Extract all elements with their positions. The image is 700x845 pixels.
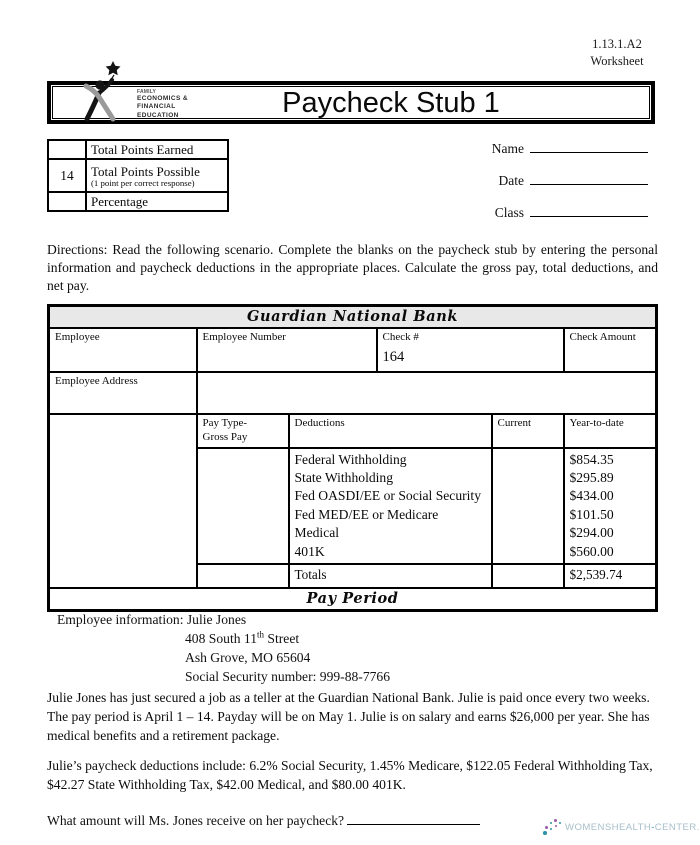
totals-label-cell: Totals xyxy=(289,564,492,588)
employee-cell: Employee xyxy=(49,328,197,372)
check-number-label: Check # xyxy=(382,331,419,343)
employee-city: Ash Grove, MO 65604 xyxy=(185,650,311,665)
employee-address-blank xyxy=(197,372,657,414)
points-possible-text: Total Points Possible xyxy=(91,163,200,179)
check-number-value: 164 xyxy=(382,348,405,365)
employee-address-row xyxy=(49,372,657,414)
pay-type-line-1: Pay Type- xyxy=(202,417,248,429)
class-label: Class xyxy=(494,205,524,220)
check-number-cell xyxy=(377,328,564,372)
deduction-name: Fed MED/EE or Medicare xyxy=(294,506,439,522)
points-possible-subtext: (1 point per correct response) xyxy=(91,177,195,188)
totals-amount-cell: $2,539.74 xyxy=(564,564,657,588)
employee-address-cell: Employee Address xyxy=(49,372,197,414)
title-bar xyxy=(47,81,655,124)
points-possible-label xyxy=(86,159,228,192)
logo-word-family: FAMILY xyxy=(137,89,157,95)
points-earned-value xyxy=(48,140,86,159)
date-blank-line xyxy=(530,170,648,185)
pay-period-label: Pay Period xyxy=(49,588,657,611)
left-spacer-cell xyxy=(49,414,197,588)
directions-paragraph: Directions: Read the following scenario. Complete the blanks on the paycheck stub by entering the personal information and paycheck deductions in the appropriate places. Calculate the gross pay, total deductions, and net pay. xyxy=(47,242,658,294)
year-to-date-header-cell: Year-to-date xyxy=(564,414,657,448)
dots-swoosh-icon xyxy=(543,818,563,836)
bank-name: Guardian National Bank xyxy=(49,306,657,329)
name-field xyxy=(468,138,648,158)
scenario-paragraph-2: Julie’s paycheck deductions include: 6.2% Social Security, 1.45% Medicare, $122.05 Federal Withholding Tax, $42.27 State Withholding Tax, $42.00 Medical, and $80.00 401K. xyxy=(47,758,653,792)
deduction-name: 401K xyxy=(294,543,325,559)
class-field xyxy=(468,202,648,222)
womenshealth-center-logo xyxy=(543,816,700,838)
deduction-amount: $854.35 xyxy=(569,451,614,467)
date-label: Date xyxy=(498,173,524,188)
deduction-amount: $294.00 xyxy=(569,525,614,541)
employee-info-row xyxy=(49,328,657,372)
class-blank-line xyxy=(530,202,648,217)
deduction-name: Medical xyxy=(294,525,340,541)
deduction-name: State Withholding xyxy=(294,469,394,485)
doc-type: Worksheet xyxy=(590,53,644,68)
check-amount-cell: Check Amount xyxy=(564,328,657,372)
employee-information-block xyxy=(57,610,390,686)
street-ordinal-suffix: th xyxy=(257,629,265,640)
employee-ssn: Social Security number: 999-88-7766 xyxy=(185,669,391,684)
street-number: 408 South 11 xyxy=(185,631,258,646)
site-name-text xyxy=(565,822,700,833)
student-fields xyxy=(468,138,648,234)
gross-pay-blank-cell xyxy=(197,448,289,564)
points-earned-label: Total Points Earned xyxy=(86,140,228,159)
deductions-header-row xyxy=(49,414,657,448)
deduction-name: Fed OASDI/EE or Social Security xyxy=(294,488,482,504)
deductions-header-cell: Deductions xyxy=(289,414,492,448)
deduction-amount: $295.89 xyxy=(569,469,614,485)
percentage-value xyxy=(48,192,86,211)
deduction-amount: $101.50 xyxy=(569,506,614,522)
pay-period-row xyxy=(49,588,657,611)
current-header-cell: Current xyxy=(492,414,564,448)
question-line xyxy=(47,811,480,829)
bank-header-row xyxy=(49,306,657,329)
points-row-percentage xyxy=(48,192,228,211)
deduction-names-cell xyxy=(289,448,492,564)
answer-blank-line xyxy=(347,811,480,825)
paycheck-stub-table xyxy=(47,304,658,612)
page-title: Paycheck Stub 1 xyxy=(282,87,500,119)
doc-reference xyxy=(572,36,662,70)
totals-current-blank xyxy=(492,564,564,588)
doc-code: 1.13.1.A2 xyxy=(592,37,642,51)
site-name-part1: WOMENSHEALTH xyxy=(565,821,652,833)
points-row-earned xyxy=(48,140,228,159)
pay-type-header-cell xyxy=(197,414,289,448)
street-suffix: Street xyxy=(264,631,300,646)
deduction-amounts-cell xyxy=(564,448,657,564)
percentage-label: Percentage xyxy=(86,192,228,211)
employee-info-intro: Employee information: Julie Jones xyxy=(57,612,247,627)
logo-line-1: ECONOMICS & xyxy=(137,95,188,103)
site-name-hyphen: - xyxy=(651,821,655,833)
logo-line-2: FINANCIAL xyxy=(137,103,176,111)
deduction-amount: $434.00 xyxy=(569,488,614,504)
date-field xyxy=(468,170,648,190)
points-table xyxy=(47,139,229,212)
employee-number-cell: Employee Number xyxy=(197,328,377,372)
name-blank-line xyxy=(530,138,648,153)
deduction-name: Federal Withholding xyxy=(294,451,407,467)
employee-street xyxy=(185,629,390,648)
deduction-amount: $560.00 xyxy=(569,543,614,559)
name-label: Name xyxy=(491,141,524,156)
pay-type-line-2: Gross Pay xyxy=(202,430,248,443)
scenario-paragraph-1: Julie Jones has just secured a job as a teller at the Guardian National Bank. Julie is paid once every two weeks. The pay period is April 1 – 14. Payday will be on May 1. Julie is on salary and earns $26,000 per year. She has medical benefits and a retirement package. xyxy=(47,690,650,743)
current-blank-cell xyxy=(492,448,564,564)
totals-blank-left xyxy=(197,564,289,588)
logo-line-3: EDUCATION xyxy=(137,111,179,119)
question-text: What amount will Ms. Jones receive on her paycheck? xyxy=(47,813,345,828)
points-row-possible xyxy=(48,159,228,192)
points-possible-value: 14 xyxy=(48,159,86,192)
site-name-part2: CENTER. xyxy=(654,821,700,833)
